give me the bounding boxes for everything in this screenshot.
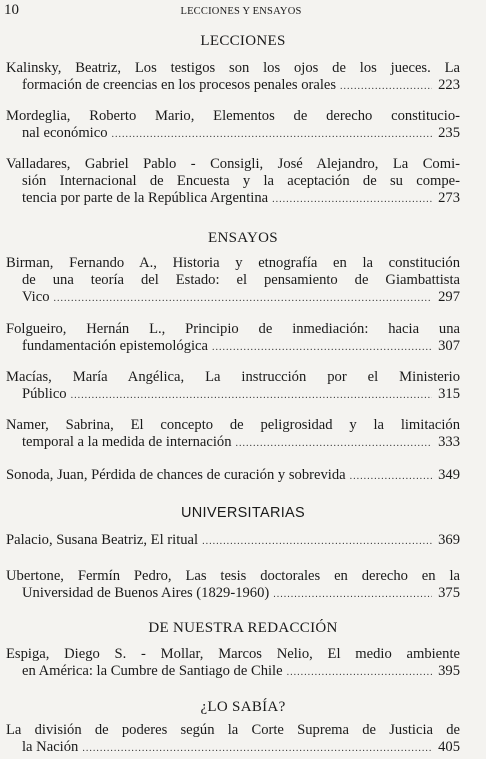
toc-entry-ubertone: Ubertone, Fermín Pedro, Las tesis doctorales en derecho en la Universidad de Buenos Aires (1829-1960) ..... 375 [6,568,460,603]
dot-leader [212,339,432,356]
section-title-redaccion: DE NUESTRA REDACCIÓN [148,620,338,636]
dot-leader [350,468,432,485]
toc-entry-namer: Namer, Sabrina, El concepto de peligrosidad y la limitación temporal a la medida de internación ..... 333 [6,417,460,452]
page-ref: 395 [438,663,460,679]
dot-leader [54,290,433,307]
page-ref: 405 [438,739,460,755]
dot-leader [340,78,432,95]
toc-entry-macias: Macías, María Angélica, La instrucción por el Ministerio Público ..... 315 [6,369,460,404]
page-ref: 369 [438,532,460,548]
page-ref: 273 [438,190,460,206]
toc-entry-mordeglia: Mordeglia, Roberto Mario, Elementos de derecho constitucio- nal económico ..... 235 [6,108,460,143]
page-header [4,2,478,20]
toc-entry-folgueiro: Folgueiro, Hernán L., Principio de inmediación: hacia una fundamentación epistemológica ..... 307 [6,321,460,356]
dot-leader [273,586,432,603]
page-ref: 307 [438,338,460,354]
dot-leader [236,435,433,452]
section-title-sabia: ¿LO SABÍA? [200,699,286,715]
dot-leader [202,533,432,550]
page-ref: 375 [438,585,460,601]
section-title-lecciones: LECCIONES [200,33,286,49]
dot-leader [71,387,432,404]
running-title: LECCIONES Y ENSAYOS [180,6,302,17]
section-title-universitarias: UNIVERSITARIAS [181,505,305,521]
dot-leader [82,740,432,757]
page-ref: 223 [438,77,460,93]
toc-entry-birman: Birman, Fernando A., Historia y etnografía en la constitución de una teoría del Estado: el pensamiento de Giambattista Vico ..... 297 [6,255,460,307]
page-ref: 315 [438,386,460,402]
dot-leader [112,126,432,143]
dot-leader [272,191,432,208]
toc-entry-kalinsky: Kalinsky, Beatriz, Los testigos son los ojos de los jueces. La formación de creencias en los procesos penales orales ..... 223 [6,60,460,95]
section-title-ensayos: ENSAYOS [208,230,278,246]
toc-entry-division-poderes: La división de poderes según la Corte Suprema de Justicia de la Nación ..... 405 [6,722,460,757]
toc-entry-espiga: Espiga, Diego S. - Mollar, Marcos Nelio, El medio ambiente en América: la Cumbre de Santiago de Chile ..... 395 [6,646,460,681]
page-number: 10 [4,2,19,18]
toc-entry-valladares: Valladares, Gabriel Pablo - Consigli, José Alejandro, La Comi- sión Internacional de Encuesta y la aceptación de su compe- tencia por parte de la República Argentina ..... 273 [6,156,460,208]
dot-leader [287,664,432,681]
page-ref: 349 [438,467,460,483]
page-ref: 333 [438,434,460,450]
toc-entry-sonoda: Sonoda, Juan, Pérdida de chances de curación y sobrevida ..... 349 [6,467,460,485]
page-ref: 297 [438,289,460,305]
toc-entry-palacio: Palacio, Susana Beatriz, El ritual ..... 369 [6,532,460,550]
page-ref: 235 [438,125,460,141]
